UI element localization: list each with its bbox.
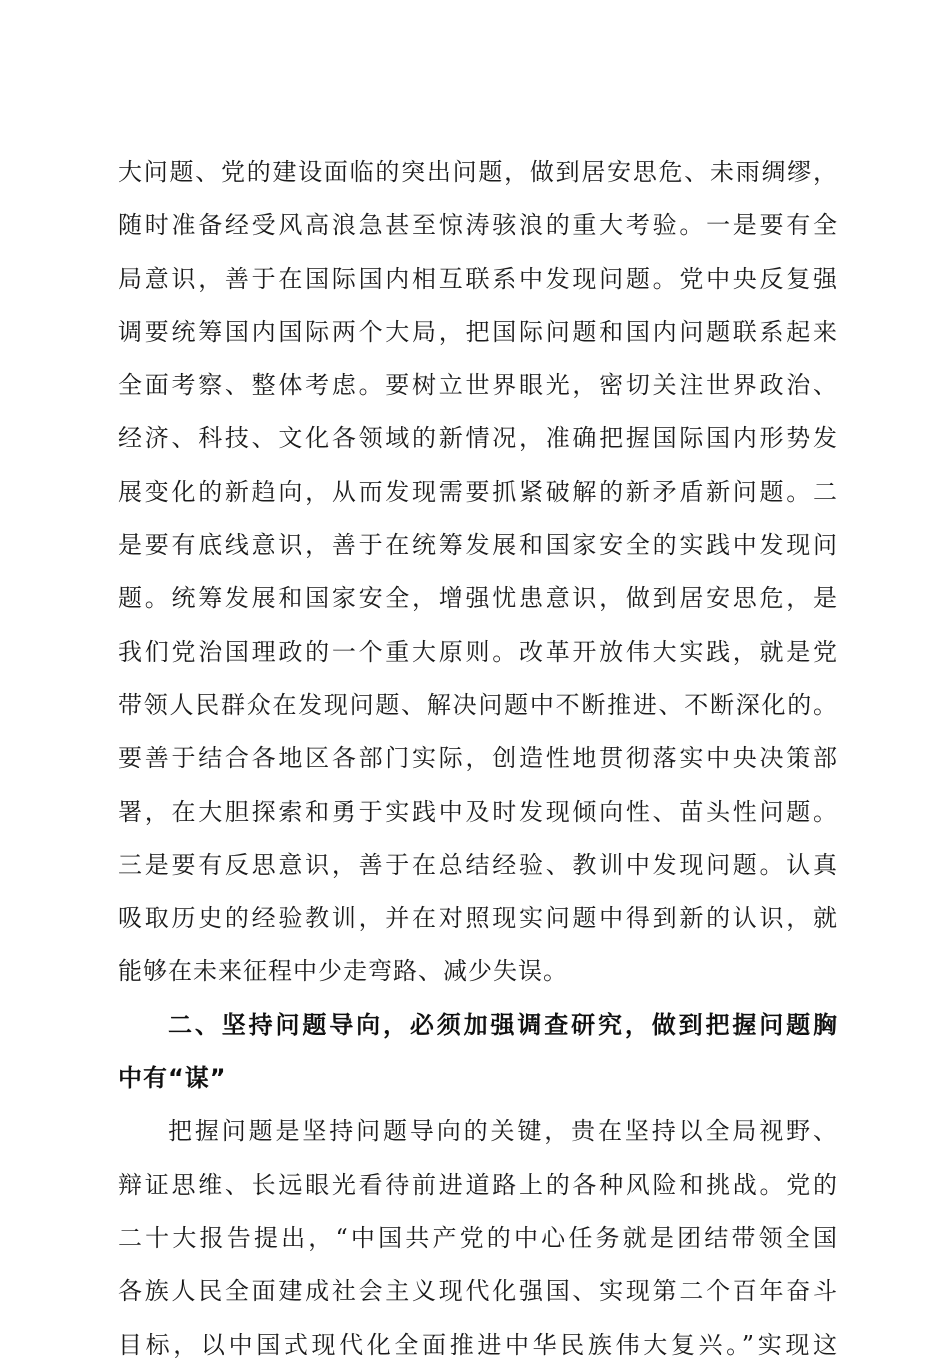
text-line: 辩证思维、长远眼光看待前进道路上的各种风险和挑战。党的 [118,1170,838,1199]
text-line: 经济、科技、文化各领域的新情况，准确把握国际国内形势发 [118,424,838,453]
text-line: 调要统筹国内国际两个大局，把国际问题和国内问题联系起来 [118,317,838,346]
section-heading-continued: 中有“谋” [118,1064,227,1093]
text-line: 是要有底线意识，善于在统筹发展和国家安全的实践中发现问 [118,531,838,560]
paragraph-first-line: 把握问题是坚持问题导向的关键，贵在坚持以全局视野、 [168,1117,838,1146]
text-line: 展变化的新趋向，从而发现需要抓紧破解的新矛盾新问题。二 [118,477,838,506]
text-line: 吸取历史的经验教训，并在对照现实问题中得到新的认识，就 [118,904,838,933]
text-line: 三是要有反思意识，善于在总结经验、教训中发现问题。认真 [118,850,838,879]
text-line: 署，在大胆探索和勇于实践中及时发现倾向性、苗头性问题。 [118,797,838,826]
text-line: 要善于结合各地区各部门实际，创造性地贯彻落实中央决策部 [118,744,838,773]
text-line: 我们党治国理政的一个重大原则。改革开放伟大实践，就是党 [118,637,838,666]
document-body [118,146,838,1372]
text-line: 全面考察、整体考虑。要树立世界眼光，密切关注世界政治、 [118,371,838,400]
text-line: 目标，以中国式现代化全面推进中华民族伟大复兴。”实现这 [118,1330,838,1359]
text-line: 各族人民全面建成社会主义现代化强国、实现第二个百年奋斗 [118,1277,838,1306]
text-line: 题。统筹发展和国家安全，增强忧患意识，做到居安思危，是 [118,584,838,613]
section-heading: 二、坚持问题导向，必须加强调查研究，做到把握问题胸 [168,1010,838,1039]
text-line: 二十大报告提出，“中国共产党的中心任务就是团结带领全国 [118,1223,838,1252]
text-line: 随时准备经受风高浪急甚至惊涛骇浪的重大考验。一是要有全 [118,211,838,240]
text-line: 能够在未来征程中少走弯路、减少失误。 [118,957,568,986]
text-line: 带领人民群众在发现问题、解决问题中不断推进、不断深化的。 [118,690,838,719]
text-line: 局意识，善于在国际国内相互联系中发现问题。党中央反复强 [118,264,838,293]
text-line: 大问题、党的建设面临的突出问题，做到居安思危、未雨绸缪， [118,158,838,186]
